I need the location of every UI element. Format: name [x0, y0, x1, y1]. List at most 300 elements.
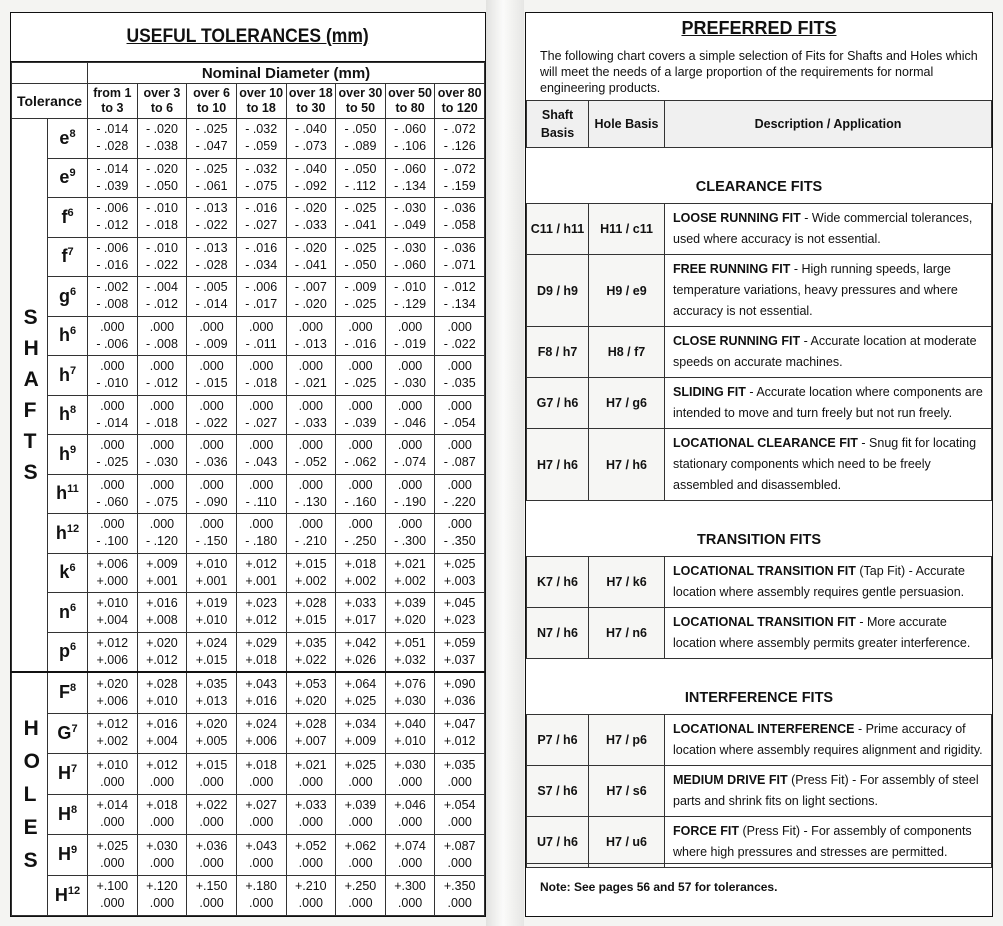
fit-description: [665, 327, 992, 378]
diameter-range-from: over 3: [143, 86, 181, 100]
tolerance-value-cell: [435, 875, 485, 916]
tolerance-value-cell: [187, 316, 237, 356]
lower-deviation: - .100: [96, 534, 129, 549]
tolerance-row: [12, 672, 485, 713]
lower-deviation: .000: [100, 896, 125, 911]
tolerance-value-cell: [187, 713, 237, 754]
lower-deviation: +.009: [344, 734, 377, 749]
upper-deviation: - .025: [195, 122, 228, 137]
lower-deviation: +.001: [146, 573, 178, 588]
tolerance-symbol: [48, 395, 88, 435]
diameter-range-to: to 10: [196, 101, 227, 115]
fit-description: [665, 255, 992, 327]
tolerance-value-cell: [236, 158, 286, 198]
upper-deviation: - .036: [443, 240, 476, 255]
lower-deviation: +.037: [443, 652, 476, 667]
lower-deviation: .000: [100, 855, 125, 870]
tolerance-value-cell: [236, 435, 286, 475]
upper-deviation: - .006: [96, 240, 129, 255]
tolerances-table: [11, 62, 485, 916]
fit-application: - Accurate location where components are intended to move and turn freely but not run freely.: [673, 385, 983, 420]
upper-deviation: +.029: [245, 635, 277, 650]
upper-deviation: +.054: [443, 798, 476, 813]
tolerance-value-cell: [187, 593, 237, 633]
fit-name: CLOSE RUNNING FIT: [673, 334, 801, 348]
lower-deviation: - .027: [245, 415, 278, 430]
tolerance-value-cell: [286, 316, 336, 356]
upper-deviation: +.042: [344, 635, 377, 650]
tolerance-value-cell: [137, 277, 187, 317]
lower-deviation: - .129: [394, 297, 427, 312]
lower-deviation: - .013: [294, 336, 327, 351]
fits-title-bar: [526, 13, 992, 43]
tolerance-value-cell: [336, 835, 386, 876]
lower-deviation: .000: [298, 815, 323, 830]
upper-deviation: +.028: [294, 717, 327, 732]
lower-deviation: .000: [249, 896, 274, 911]
lower-deviation: +.010: [394, 734, 426, 749]
upper-deviation: +.021: [394, 556, 426, 571]
tolerance-value-cell: [236, 514, 286, 554]
lower-deviation: - .014: [195, 297, 228, 312]
upper-deviation: - .004: [145, 280, 178, 295]
upper-deviation: +.059: [443, 635, 476, 650]
fit-application: - Accurate location at moderate speeds on accurate machines.: [673, 334, 977, 369]
note-box: [526, 863, 992, 916]
tolerance-value-cell: [236, 395, 286, 435]
tolerance-value-cell: [88, 553, 138, 593]
lower-deviation: +.015: [294, 613, 327, 628]
upper-deviation: +.250: [344, 879, 377, 894]
tolerance-value-cell: [187, 754, 237, 795]
tolerance-value-cell: [236, 474, 286, 514]
tolerance-symbol: [48, 794, 88, 835]
upper-deviation: +.028: [146, 676, 178, 691]
tolerance-symbol-grade: 6: [69, 562, 76, 575]
upper-deviation: .000: [149, 319, 175, 334]
lower-deviation: +.008: [146, 613, 178, 628]
tolerance-value-cell: [336, 672, 386, 713]
fit-application: (Tap Fit) - Accurate location where assembly requires gentle persuasion.: [673, 564, 965, 599]
tolerance-symbol: [48, 237, 88, 277]
group-label-text: SHAFTS: [23, 306, 39, 484]
upper-deviation: - .030: [394, 201, 427, 216]
upper-deviation: +.012: [245, 556, 277, 571]
lower-deviation: +.030: [394, 693, 426, 708]
lower-deviation: +.003: [443, 573, 476, 588]
tolerance-value-cell: [385, 277, 435, 317]
tolerance-value-cell: [385, 237, 435, 277]
upper-deviation: - .012: [443, 280, 476, 295]
lower-deviation: - .074: [394, 455, 427, 470]
upper-deviation: +.047: [443, 717, 476, 732]
tolerance-value-cell: [88, 835, 138, 876]
description-header: Description / Application: [665, 101, 992, 148]
page-binding: [486, 0, 524, 926]
diameter-column-header: [236, 84, 286, 119]
tolerance-value-cell: [137, 435, 187, 475]
upper-deviation: .000: [298, 438, 323, 453]
lower-deviation: - .052: [294, 455, 327, 470]
lower-deviation: - .134: [443, 297, 476, 312]
hole-basis-code: H7 / s6: [589, 766, 665, 817]
fit-name: MEDIUM DRIVE FIT: [673, 773, 788, 787]
upper-deviation: +.074: [394, 838, 426, 853]
lower-deviation: - .016: [344, 336, 377, 351]
upper-deviation: +.006: [96, 556, 129, 571]
upper-deviation: +.033: [294, 798, 327, 813]
tolerances-title-bar: [11, 13, 485, 62]
tolerance-value-cell: [385, 553, 435, 593]
lower-deviation: .000: [397, 896, 423, 911]
tolerance-value-cell: [336, 875, 386, 916]
tolerance-value-cell: [187, 395, 237, 435]
lower-deviation: .000: [199, 896, 224, 911]
tolerance-symbol-grade: 9: [69, 443, 77, 456]
lower-deviation: - .034: [245, 257, 278, 272]
tolerance-value-cell: [137, 158, 187, 198]
lower-deviation: - .350: [443, 534, 476, 549]
lower-deviation: - .035: [443, 376, 476, 391]
lower-deviation: - .087: [443, 455, 476, 470]
upper-deviation: +.018: [245, 757, 277, 772]
tolerance-value-cell: [236, 316, 286, 356]
tolerance-symbol-letter: H: [54, 884, 68, 905]
tolerance-value-cell: [435, 794, 485, 835]
upper-deviation: .000: [348, 398, 373, 413]
fits-intro: The following chart covers a simple selection of Fits for Shafts and Holes which will meet the needs of a large proportion of the requirements for normal engineering products.: [540, 49, 978, 95]
lower-deviation: +.002: [344, 573, 377, 588]
tolerance-value-cell: [187, 435, 237, 475]
upper-deviation: +.024: [195, 635, 228, 650]
upper-deviation: +.024: [245, 717, 277, 732]
lower-deviation: - .014: [96, 415, 129, 430]
upper-deviation: +.009: [146, 556, 178, 571]
lower-deviation: +.006: [96, 652, 129, 667]
upper-deviation: - .006: [96, 201, 129, 216]
tolerance-symbol-grade: 8: [70, 803, 78, 816]
upper-deviation: .000: [298, 477, 323, 492]
upper-deviation: +.035: [195, 676, 228, 691]
fits-title: PREFERRED FITS: [681, 17, 837, 38]
tolerance-value-cell: [385, 754, 435, 795]
tolerance-value-cell: [435, 395, 485, 435]
tolerance-value-cell: [88, 474, 138, 514]
diameter-range-from: from 1: [93, 86, 132, 100]
upper-deviation: .000: [447, 517, 472, 532]
lower-deviation: .000: [149, 896, 175, 911]
lower-deviation: .000: [348, 896, 373, 911]
diameter-column-header: [286, 84, 336, 119]
lower-deviation: +.026: [344, 652, 377, 667]
tolerance-row: [12, 754, 485, 795]
lower-deviation: - .112: [344, 178, 376, 193]
lower-deviation: +.013: [195, 693, 228, 708]
upper-deviation: .000: [348, 477, 373, 492]
lower-deviation: - .180: [245, 534, 278, 549]
tolerance-value-cell: [286, 277, 336, 317]
fit-row: [527, 557, 992, 608]
tolerance-value-cell: [336, 754, 386, 795]
diameter-column-header: [385, 84, 435, 119]
tolerance-symbol-letter: e: [59, 167, 70, 188]
lower-deviation: +.001: [195, 573, 228, 588]
upper-deviation: +.300: [394, 879, 426, 894]
upper-deviation: .000: [397, 359, 423, 374]
tolerance-value-cell: [88, 593, 138, 633]
lower-deviation: - .010: [96, 376, 129, 391]
fit-name: FREE RUNNING FIT: [673, 262, 791, 276]
shaft-basis-code: P7 / h6: [527, 715, 589, 766]
fit-section-title: CLEARANCE FITS: [527, 148, 992, 204]
upper-deviation: - .009: [344, 280, 377, 295]
tolerance-symbol-grade: 8: [69, 404, 77, 417]
tolerance-symbol: [48, 593, 88, 633]
lower-deviation: - .008: [145, 336, 178, 351]
lower-deviation: +.015: [195, 652, 228, 667]
tolerance-row: [12, 395, 485, 435]
fit-name: SLIDING FIT: [673, 385, 746, 399]
lower-deviation: +.006: [96, 693, 129, 708]
tolerance-symbol: [48, 356, 88, 396]
upper-deviation: - .072: [443, 122, 476, 137]
tolerance-symbol: [48, 713, 88, 754]
lower-deviation: +.012: [443, 734, 476, 749]
upper-deviation: .000: [199, 477, 224, 492]
tolerance-value-cell: [336, 632, 386, 672]
tolerance-value-cell: [137, 474, 187, 514]
tolerance-row: [12, 316, 485, 356]
group-label-holes: [12, 672, 48, 916]
upper-deviation: +.015: [195, 757, 228, 772]
upper-deviation: .000: [348, 438, 373, 453]
tolerance-value-cell: [137, 395, 187, 435]
fit-application: - High running speeds, large temperature variations, heavy pressures and where accuracy is not essential.: [673, 262, 958, 318]
upper-deviation: - .032: [245, 122, 278, 137]
lower-deviation: +.032: [394, 652, 426, 667]
tolerance-value-cell: [236, 277, 286, 317]
tolerance-symbol-letter: h: [58, 364, 70, 385]
fit-name: LOCATIONAL TRANSITION FIT: [673, 615, 856, 629]
lower-deviation: - .134: [394, 178, 427, 193]
tolerance-symbol: [48, 553, 88, 593]
lower-deviation: - .046: [394, 415, 427, 430]
tolerance-row: [12, 794, 485, 835]
upper-deviation: +.012: [96, 717, 129, 732]
tolerance-value-cell: [286, 356, 336, 396]
lower-deviation: .000: [199, 815, 224, 830]
lower-deviation: - .012: [145, 297, 178, 312]
lower-deviation: +.002: [96, 734, 129, 749]
lower-deviation: - .036: [195, 455, 228, 470]
lower-deviation: - .012: [145, 376, 178, 391]
tolerance-value-cell: [336, 237, 386, 277]
lower-deviation: .000: [199, 855, 224, 870]
tolerance-value-cell: [385, 713, 435, 754]
tolerance-value-cell: [88, 198, 138, 238]
tolerance-symbol: [48, 277, 88, 317]
lower-deviation: - .022: [443, 336, 476, 351]
tolerance-value-cell: [137, 237, 187, 277]
tolerance-value-cell: [336, 119, 386, 159]
lower-deviation: .000: [447, 896, 472, 911]
lower-deviation: - .075: [245, 178, 278, 193]
lower-deviation: +.007: [294, 734, 327, 749]
lower-deviation: +.004: [96, 613, 129, 628]
tolerance-value-cell: [286, 632, 336, 672]
upper-deviation: +.020: [96, 676, 129, 691]
upper-deviation: +.051: [394, 635, 426, 650]
upper-deviation: .000: [149, 517, 175, 532]
upper-deviation: .000: [447, 438, 472, 453]
tolerance-value-cell: [286, 514, 336, 554]
tolerance-symbol: [48, 474, 88, 514]
lower-deviation: - .022: [195, 415, 228, 430]
lower-deviation: - .047: [195, 139, 228, 154]
tolerance-value-cell: [336, 356, 386, 396]
tolerance-symbol-grade: 9: [69, 167, 76, 180]
fit-name: LOCATIONAL TRANSITION FIT: [673, 564, 856, 578]
tolerance-value-cell: [435, 474, 485, 514]
diameter-range-from: over 30: [338, 86, 383, 100]
lower-deviation: .000: [149, 774, 175, 789]
tolerance-value-cell: [286, 593, 336, 633]
lower-deviation: - .160: [344, 494, 377, 509]
upper-deviation: .000: [100, 359, 125, 374]
upper-deviation: +.100: [96, 879, 129, 894]
upper-deviation: .000: [397, 438, 423, 453]
shaft-basis-code: N7 / h6: [527, 608, 589, 659]
tolerance-value-cell: [336, 553, 386, 593]
upper-deviation: - .010: [394, 280, 427, 295]
diameter-range-to: to 50: [345, 101, 376, 115]
upper-deviation: - .030: [394, 240, 427, 255]
upper-deviation: +.016: [146, 596, 178, 611]
upper-deviation: .000: [447, 319, 472, 334]
lower-deviation: - .020: [294, 297, 327, 312]
upper-deviation: +.010: [195, 556, 228, 571]
upper-deviation: +.023: [245, 596, 277, 611]
tolerance-value-cell: [187, 835, 237, 876]
lower-deviation: .000: [397, 774, 423, 789]
tolerance-symbol-grade: 6: [69, 641, 77, 654]
lower-deviation: +.018: [245, 652, 277, 667]
tolerance-value-cell: [435, 514, 485, 554]
upper-deviation: +.120: [146, 879, 178, 894]
tolerance-value-cell: [385, 514, 435, 554]
tolerance-value-cell: [385, 316, 435, 356]
diameter-range-to: to 80: [395, 101, 425, 115]
lower-deviation: +.036: [443, 693, 476, 708]
upper-deviation: +.210: [294, 879, 327, 894]
tolerance-symbol-grade: 12: [67, 884, 81, 897]
tolerance-value-cell: [187, 474, 237, 514]
tolerance-value-cell: [137, 119, 187, 159]
tolerance-value-cell: [137, 593, 187, 633]
tolerance-row: [12, 875, 485, 916]
fit-description: [665, 817, 992, 868]
tolerance-value-cell: [286, 835, 336, 876]
lower-deviation: .000: [199, 774, 224, 789]
lower-deviation: - .150: [195, 534, 228, 549]
tolerance-value-cell: [286, 553, 336, 593]
upper-deviation: +.016: [146, 717, 178, 732]
fit-row: [527, 766, 992, 817]
tolerance-value-cell: [88, 875, 138, 916]
upper-deviation: +.035: [294, 635, 327, 650]
tolerance-value-cell: [336, 198, 386, 238]
upper-deviation: .000: [199, 319, 224, 334]
fit-name: FORCE FIT: [673, 824, 739, 838]
tolerance-value-cell: [435, 356, 485, 396]
upper-deviation: .000: [298, 398, 323, 413]
tolerance-value-cell: [336, 316, 386, 356]
upper-deviation: +.022: [195, 798, 228, 813]
tolerance-value-cell: [435, 435, 485, 475]
upper-deviation: - .060: [394, 122, 427, 137]
upper-deviation: .000: [149, 398, 175, 413]
tolerance-value-cell: [286, 158, 336, 198]
tolerance-value-cell: [88, 754, 138, 795]
upper-deviation: .000: [199, 398, 224, 413]
tolerance-value-cell: [187, 632, 237, 672]
tolerance-row: [12, 356, 485, 396]
lower-deviation: - .011: [245, 336, 277, 351]
tolerance-value-cell: [336, 794, 386, 835]
shaft-basis-code: F8 / h7: [527, 327, 589, 378]
tolerance-value-cell: [187, 514, 237, 554]
tolerance-value-cell: [236, 794, 286, 835]
tolerance-value-cell: [137, 794, 187, 835]
tolerance-value-cell: [385, 875, 435, 916]
tolerance-value-cell: [187, 237, 237, 277]
diameter-range-to: to 18: [246, 101, 276, 115]
upper-deviation: - .020: [294, 201, 327, 216]
upper-deviation: - .020: [294, 240, 327, 255]
upper-deviation: - .020: [145, 161, 178, 176]
tolerance-value-cell: [286, 875, 336, 916]
tolerance-symbol-grade: 6: [67, 206, 74, 219]
diameter-range-from: over 80: [437, 86, 482, 100]
tolerance-value-cell: [286, 119, 336, 159]
lower-deviation: - .050: [344, 257, 377, 272]
tolerances-title: USEFUL TOLERANCES (mm): [126, 26, 370, 47]
hole-basis-code: H7 / h6: [589, 429, 665, 501]
lower-deviation: +.002: [294, 573, 327, 588]
lower-deviation: - .210: [294, 534, 327, 549]
lower-deviation: .000: [249, 815, 274, 830]
upper-deviation: +.043: [245, 676, 277, 691]
tolerance-symbol: [48, 632, 88, 672]
tolerance-value-cell: [187, 158, 237, 198]
tolerance-symbol-grade: 12: [66, 522, 80, 535]
tolerance-row: [12, 237, 485, 277]
upper-deviation: +.350: [443, 879, 476, 894]
tolerance-value-cell: [435, 632, 485, 672]
tolerance-value-cell: [336, 713, 386, 754]
tolerance-value-cell: [435, 277, 485, 317]
nominal-diameter-header: Nominal Diameter (mm): [88, 63, 485, 84]
lower-deviation: +.022: [294, 652, 327, 667]
upper-deviation: - .006: [245, 280, 278, 295]
fit-row: [527, 715, 992, 766]
upper-deviation: - .050: [344, 122, 377, 137]
lower-deviation: +.020: [294, 693, 327, 708]
upper-deviation: - .025: [195, 161, 228, 176]
tolerance-value-cell: [88, 277, 138, 317]
diameter-column-header: [137, 84, 187, 119]
lower-deviation: - .025: [344, 297, 377, 312]
